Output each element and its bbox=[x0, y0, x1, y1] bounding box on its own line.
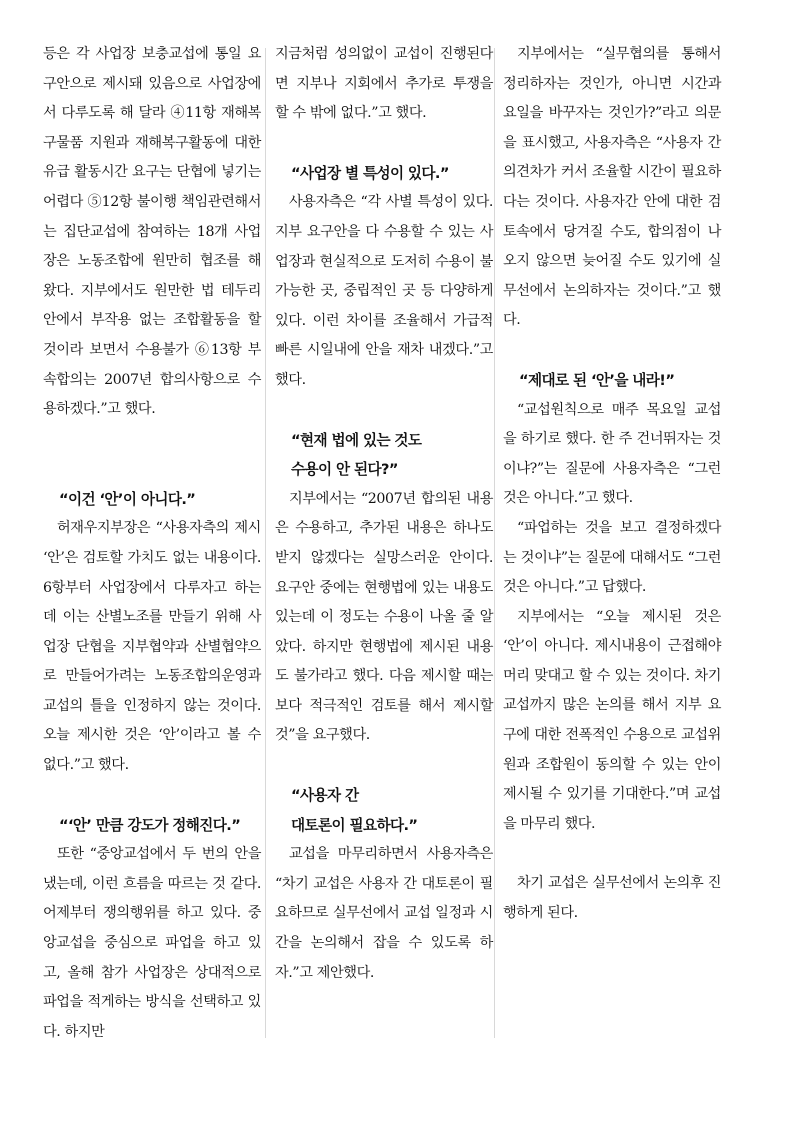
paragraph: 차기 교섭은 실무선에서 논의후 진행하게 된다. bbox=[503, 875, 721, 922]
paragraph: “파업하는 것을 보고 결정하겠다는 것이냐”는 질문에 대해서도 “그런 것은 아니다.”고 답했다. bbox=[503, 519, 721, 596]
paragraph: 지부에서는 “오늘 제시된 것은 ‘안’이 아니다. 제시내용이 근접해야 머리 맞대고 할 수 있는 것이다. 차기 교섭까지 많은 논의를 해서 지부 요구에 대한 전폭적인 수용으로 교섭위원과 조합원이 동의할 수 있는 안이 제시될 수 있기를 기대한다.”며 교섭을 마무리 했다. bbox=[503, 608, 721, 832]
section-heading: 대토론이 필요하다.” bbox=[291, 816, 418, 834]
column-divider-1 bbox=[265, 48, 266, 1038]
column-3 bbox=[503, 40, 721, 929]
paragraph: 교섭을 마무리하면서 사용자측은 “차기 교섭은 사용자 간 대토론이 필요하므로 실무선에서 교섭 일정과 시간을 논의해서 잡을 수 있도록 하자.”고 제안했다. bbox=[275, 846, 493, 981]
column-divider-2 bbox=[494, 48, 495, 1038]
paragraph: “교섭원칙으로 매주 목요일 교섭을 하기로 했다. 한 주 건너뛰자는 것이냐?”는 질문에 사용자측은 “그런 것은 아니다.”고 했다. bbox=[503, 401, 721, 507]
paragraph: 등은 각 사업장 보충교섭에 통일 요구안으로 제시돼 있음으로 사업장에서 다루도록 해 달라 ④11항 재해복구물품 지원과 재해복구활동에 대한 유급 활동시간 요구는 단협에 넣기는 어렵다 ⑤12항 불이행 책임관련해서는 집단교섭에 참여하는 18개 사업장은 노동조합에 원만히 협조를 해 왔다. 지부에서도 원만한 법 테두리 안에서 부작용 없는 조합활동을 할 것이라 보면서 수용불가 ⑥13항 부속합의는 2007년 합의사항으로 수용하겠다.”고 했다. bbox=[43, 46, 261, 418]
section-heading: “사업장 별 특성이 있다.” bbox=[291, 164, 449, 182]
column-1 bbox=[43, 40, 261, 1047]
section-heading: “‘안’ 만큼 강도가 정해진다.” bbox=[59, 816, 241, 834]
paragraph: 사용자측은 “각 사별 특성이 있다. 지부 요구안을 다 수용할 수 있는 사업장과 현실적으로 도저히 수용이 불가능한 곳, 중립적인 곳 등 다양하게 있다. 이런 차이를 조율해서 가급적 빠른 시일내에 안을 재차 내겠다.”고 했다. bbox=[275, 194, 493, 388]
paragraph: 또한 “중앙교섭에서 두 번의 안을 냈는데, 이런 흐름을 따르는 것 같다. 어제부터 쟁의행위를 하고 있다. 중앙교섭을 중심으로 파업을 하고 있고, 올해 참가 사업장은 상대적으로 파업을 적게하는 방식을 선택하고 있다. 하지만 bbox=[43, 846, 261, 1040]
paragraph: 지부에서는 “2007년 합의된 내용은 수용하고, 추가된 내용은 하나도 받지 않겠다는 실망스러운 안이다. 요구안 중에는 현행법에 있는 내용도 있는데 이 정도는 수용이 나올 줄 알았다. 하지만 현행법에 제시된 내용도 불가라고 했다. 다음 제시할 때는 보다 적극적인 검토를 해서 제시할 것”을 요구했다. bbox=[275, 490, 493, 744]
section-heading: 수용이 안 된다?” bbox=[291, 461, 398, 479]
section-heading: “사용자 간 bbox=[291, 787, 359, 805]
column-2 bbox=[275, 40, 493, 988]
paragraph: 허재우지부장은 “사용자측의 제시 ‘안’은 검토할 가치도 없는 내용이다. 6항부터 사업장에서 다루자고 하는 데 이는 산별노조를 만들기 위해 사업장 단협을 지부협약과 산별협약으로 만들어가려는 노동조합의운영과 교섭의 틀을 인정하지 않는 것이다. 오늘 제시한 것은 ‘안’이라고 볼 수 없다.”고 했다. bbox=[43, 520, 261, 774]
section-heading: “현재 법에 있는 것도 bbox=[291, 431, 422, 449]
section-heading: “제대로 된 ‘안’을 내라!” bbox=[519, 371, 675, 389]
paragraph: 지부에서는 “실무협의를 통해서 정리하자는 것인가, 아니면 시간과 요일을 바꾸자는 것인가?”라고 의문을 표시했고, 사용자측은 “사용자 간 의견차가 커서 조율할 시간이 필요하다는 것이다. 사용자간 안에 대한 검토속에서 당겨질 수도, 합의점이 나오지 않으면 늦어질 수도 있기에 실무선에서 논의하자는 것이다.”고 했다. bbox=[503, 46, 721, 329]
paragraph: 지금처럼 성의없이 교섭이 진행된다면 지부나 지회에서 추가로 투쟁을 할 수 밖에 없다.”고 했다. bbox=[275, 46, 493, 122]
section-heading: “이건 ‘안’이 아니다.” bbox=[59, 490, 196, 508]
